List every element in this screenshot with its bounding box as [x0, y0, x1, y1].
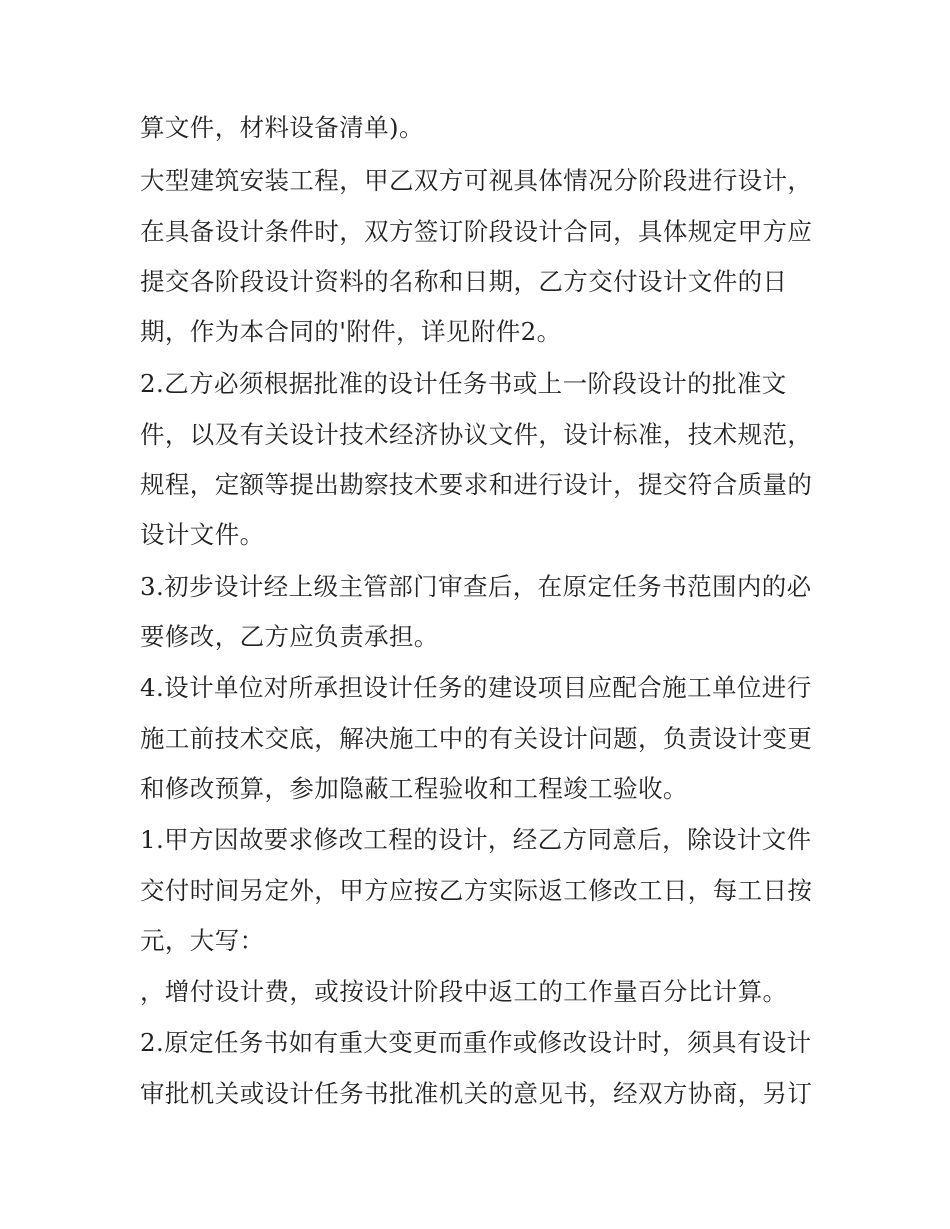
text-line: 提交各阶段设计资料的名称和日期，乙方交付设计文件的日 — [140, 267, 788, 296]
text-line: 算文件，材料设备清单)。 — [140, 113, 424, 142]
text-line: 设计文件。 — [140, 520, 265, 549]
text-line: 交付时间另定外，甲方应按乙方实际返工修改工日，每工日按 — [140, 876, 813, 905]
text-line: 和修改预算，参加隐蔽工程验收和工程竣工验收。 — [140, 774, 688, 803]
text-line: 件，以及有关设计技术经济协议文件，设计标准，技术规范， — [140, 420, 813, 449]
text-line: 3.初步设计经上级主管部门审查后，在原定任务书范围内的必 — [140, 572, 812, 601]
text-line: 施工前技术交底，解决施工中的有关设计问题，负责设计变更 — [140, 724, 813, 753]
text-line: 元，大写： — [140, 926, 265, 955]
text-line: 期，作为本合同的'附件，详见附件2。 — [140, 317, 562, 346]
text-line: 2.原定任务书如有重大变更而重作或修改设计时，须具有设计 — [140, 1028, 812, 1057]
text-line: 规程，定额等提出勘察技术要求和进行设计，提交符合质量的 — [140, 470, 813, 499]
text-line: ，增付设计费，或按设计阶段中返工的工作量百分比计算。 — [140, 977, 788, 1006]
text-line: 2.乙方必须根据批准的设计任务书或上一阶段设计的批准文 — [140, 369, 787, 398]
text-line: 在具备设计条件时，双方签订阶段设计合同，具体规定甲方应 — [140, 217, 813, 246]
text-line: 要修改，乙方应负责承担。 — [140, 622, 439, 651]
text-line: 大型建筑安装工程，甲乙双方可视具体情况分阶段进行设计， — [140, 166, 813, 195]
text-line: 1.甲方因故要求修改工程的设计，经乙方同意后，除设计文件 — [140, 825, 812, 854]
text-line: 4.设计单位对所承担设计任务的建设项目应配合施工单位进行 — [140, 673, 812, 702]
text-line: 审批机关或设计任务书批准机关的意见书，经双方协商，另订 — [140, 1079, 813, 1108]
